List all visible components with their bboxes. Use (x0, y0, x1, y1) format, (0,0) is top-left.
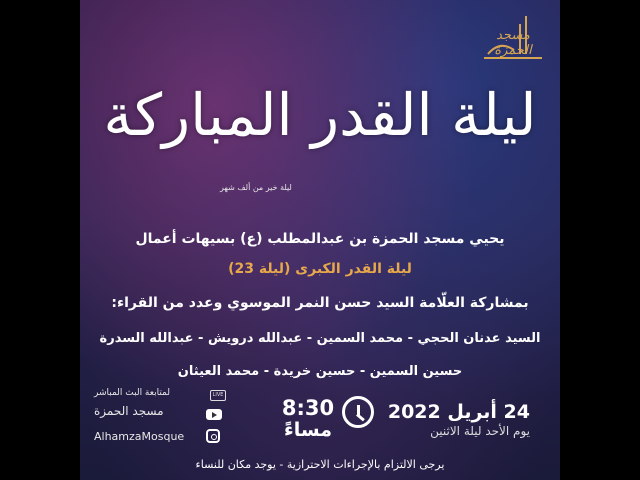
event-day: يوم الأحد ليلة الاثنين (430, 424, 530, 438)
live-icon: LIVE (210, 390, 226, 401)
participation-line: بمشاركة العلّامة السيد حسن النمر الموسوي وعدد من القراء: (111, 295, 529, 311)
title-calligraphy-sub: ليلة خير من ألف شهر (220, 183, 292, 192)
instagram-icon[interactable] (206, 429, 220, 443)
footer-note: يرجى الالتزام بالإجراءات الاحترازية - يوجد مكان للنساء (195, 458, 445, 471)
event-poster (80, 0, 560, 480)
event-time-period: مساءً (284, 419, 332, 441)
logo-text: مسجد الحمزة (494, 28, 532, 58)
night-line: ليلة القدر الكبرى (ليلة 23) (228, 261, 412, 277)
event-date: 24 أبريل 2022 (387, 401, 530, 423)
clock-minute-hand (356, 413, 365, 421)
instagram-handle[interactable]: AlhamzaMosque (94, 430, 185, 443)
clock-icon (342, 396, 374, 428)
live-follow-text: لمتابعة البث المباشر (94, 388, 171, 398)
event-time: 8:30 (281, 396, 335, 420)
intro-line: يحيي مسجد الحمزة بن عبدالمطلب (ع) بسيهات أعمال (135, 231, 505, 247)
readers-line-2: حسين السمين - حسين خريدة - محمد العيثان (177, 364, 463, 379)
readers-line-1: السيد عدنان الحجي - محمد السمين - عبدالله درويش - عبدالله السدرة (99, 331, 541, 346)
youtube-channel-text[interactable]: مسجد الحمزة (94, 404, 164, 418)
youtube-icon[interactable] (206, 409, 222, 420)
mosque-logo (480, 10, 546, 68)
poster-title: ليلة القدر المباركة (103, 81, 537, 149)
